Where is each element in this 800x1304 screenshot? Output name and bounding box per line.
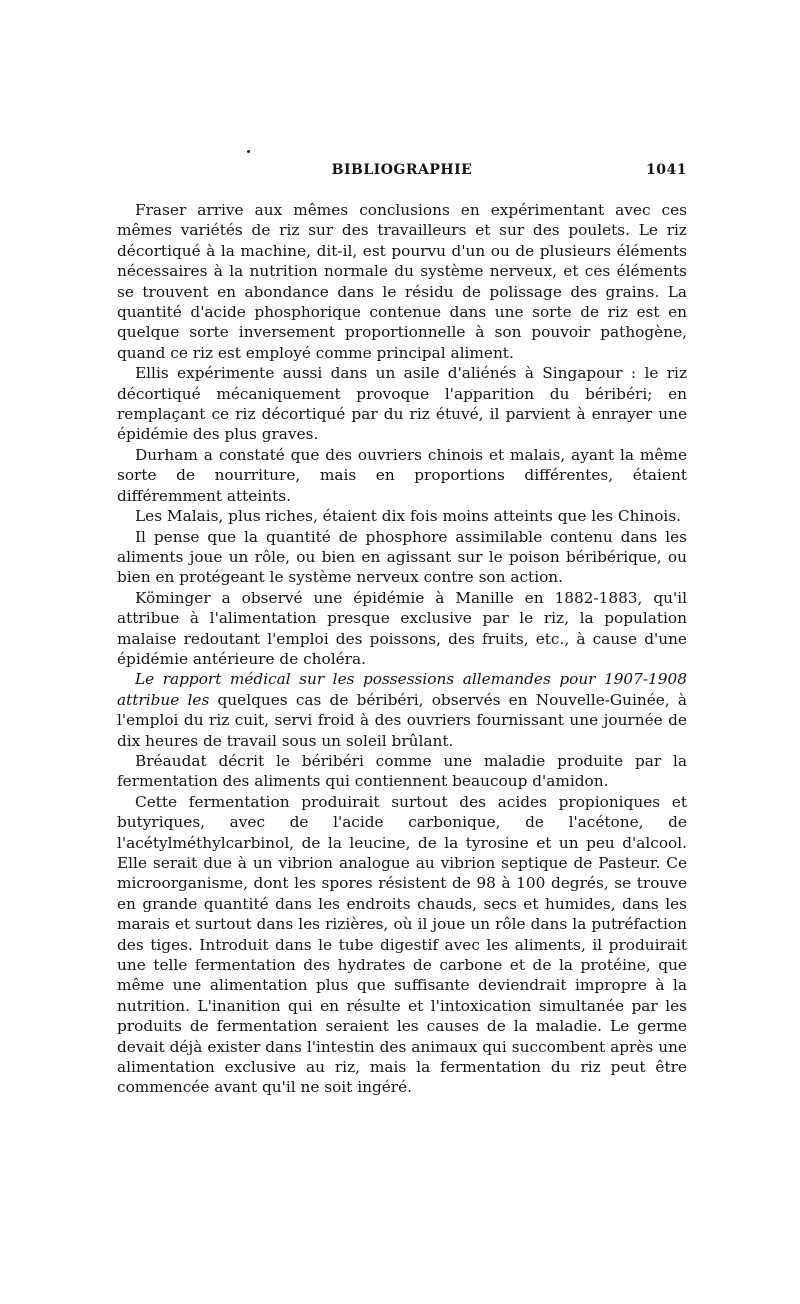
paragraph-fermentation: Cette fermentation produirait surtout des acides propioniques et butyriques, avec de l'acide carbonique, de l'acétone, de l'acétylméthylcarbinol, de la leucine, de la tyrosine et un peu d'alcool. Elle serait due à un vibrion analogue au vibrion septique de Pasteur. Ce microorganisme, dont les spores résistent de 98 à 100 degrés, se trouve en grande quantité dans les endroits chauds, secs et humides, dans les marais et surtout dans les rizières, où il joue un rôle dans la putréfaction des tiges. Introduit dans le tube digestif avec les aliments, il produirait une telle fermentation des hydrates de carbone et de la protéine, que même une alimentation plus que suffisante deviendrait impropre à la nutrition. L'inanition qui en résulte et l'intoxication simultanée par les produits de fermentation seraient les causes de la maladie. Le germe devait déjà exister dans l'intestin des animaux qui succombent après une alimentation exclusive au riz, mais la fermentation du riz peut être commencée avant qu'il ne soit ingéré. (117, 792, 687, 1097)
paragraph-durham: Durham a constaté que des ouvriers chinois et malais, ayant la même sorte de nourriture, mais en proportions différentes, étaient différemment atteints. (117, 445, 687, 505)
paragraph-rapport-text: quelques cas de béribéri, observés en Nouvelle-Guinée, à l'emploi du riz cuit, servi froid à des ouvriers fournissant une journée de dix heures de travail sous un soleil brûlant. (117, 690, 688, 750)
document-page (117, 150, 687, 1098)
running-header (117, 150, 687, 176)
document-body (117, 200, 687, 1098)
page-number: 1041 (646, 162, 687, 178)
italic-citation: Le rapport médical sur les possessions allemandes pour 1907-1908 attribue les (117, 670, 687, 709)
paragraph-malais: Les Malais, plus riches, étaient dix fois moins atteints que les Chinois. (135, 507, 682, 526)
paragraph-phosphore: Il pense que la quantité de phosphore assimilable contenu dans les aliments joue un rôle, ou bien en agissant sur le poison béribérique, ou bien en protégeant le système nerveux contre son action. (117, 527, 687, 587)
paragraph-breaudat: Bréaudat décrit le béribéri comme une maladie produite par la fermentation des aliments qui contiennent beaucoup d'amidon. (117, 751, 687, 791)
paragraph-fraser: Fraser arrive aux mêmes conclusions en expérimentant avec ces mêmes variétés de riz sur des travailleurs et sur des poulets. Le riz décortiqué à la machine, dit-il, est pourvu d'un ou de plusieurs éléments nécessaires à la nutrition normale du système nerveux, et ces éléments se trouvent en abondance dans le résidu de polissage des grains. La quantité d'acide phosphorique contenue dans une sorte de riz est en quelque sorte inversement proportionnelle à son pouvoir pathogène, quand ce riz est employé comme principal aliment. (117, 201, 687, 362)
paragraph-ellis: Ellis expérimente aussi dans un asile d'aliénés à Singapour : le riz décortiqué mécaniquement provoque l'apparition du béribéri; en remplaçant ce riz décortiqué par du riz étuvé, il parvient à enrayer une épidémie des plus graves. (117, 364, 687, 444)
header-title: BIBLIOGRAPHIE (331, 162, 473, 178)
paragraph-rapport (117, 669, 687, 751)
paragraph-kominger: Köminger a observé une épidémie à Manille en 1882-1883, qu'il attribue à l'alimentation presque exclusive par le riz, la population malaise redoutant l'emploi des poissons, des fruits, etc., à cause d'une épidémie antérieure de choléra. (117, 588, 687, 668)
print-speck (247, 150, 250, 153)
